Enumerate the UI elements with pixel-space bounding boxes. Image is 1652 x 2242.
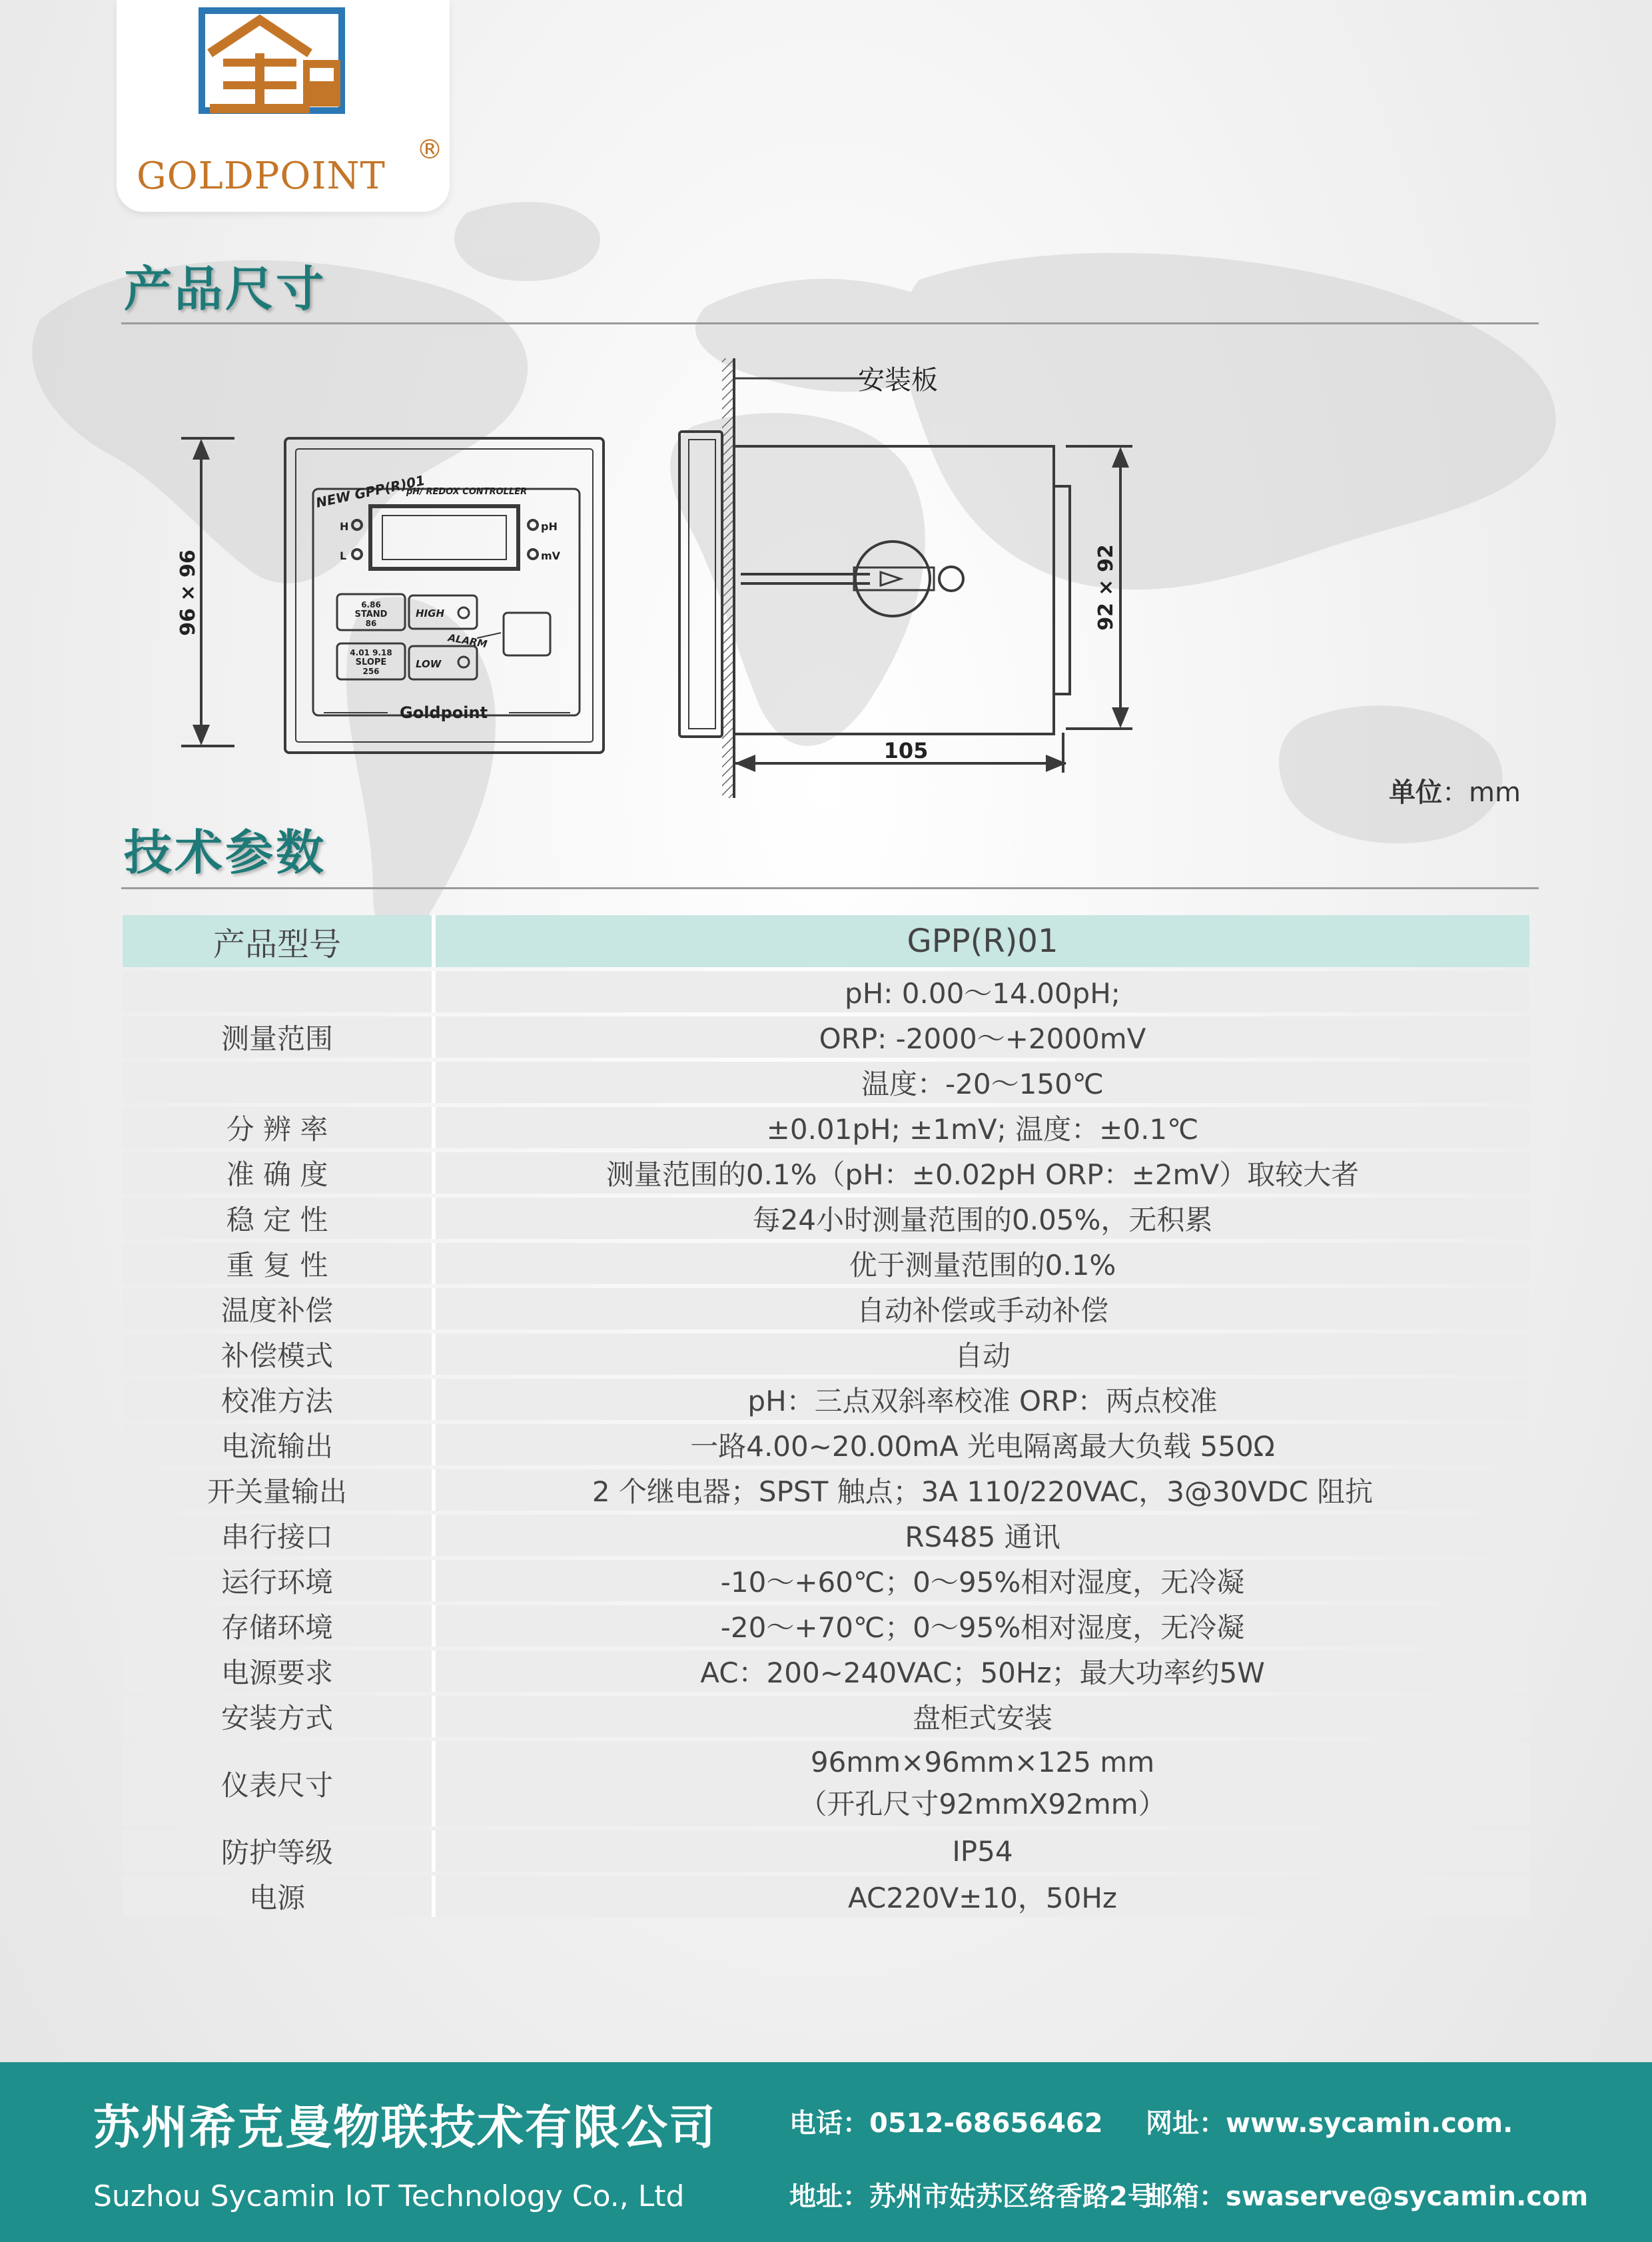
led-l-label: L [340,550,347,562]
company-name-cn: 苏州希克曼物联技术有限公司 [93,2100,717,2155]
unit-label: 单位 [1389,777,1442,808]
unit-value: ：mm [1442,777,1521,808]
row-value: 自动补偿或手动补偿 [432,1288,1529,1329]
row-label: 稳 定 性 [123,1198,432,1239]
table-row [123,1152,1529,1194]
row-label: 防护等级 [123,1830,432,1872]
low-button-label: LOW [416,658,442,670]
unit-note [1389,771,1521,809]
row-label: 电流输出 [123,1424,432,1465]
email-link[interactable]: 邮箱：swaserve@sycamin.com [1146,2181,1589,2212]
row-value: -20～+70℃；0～95%相对湿度，无冷凝 [432,1605,1529,1647]
table-row [123,1515,1529,1556]
dimension-drawing [0,346,1652,826]
header-value: GPP(R)01 [432,915,1529,967]
device-subtitle: pH/ REDOX CONTROLLER [406,487,528,497]
logo-text: GOLDPOINT [137,155,386,198]
table-row [123,1424,1529,1465]
row-value [432,1741,1529,1826]
row-value: 温度：-20～150℃ [432,1062,1529,1103]
row-value: pH：三点双斜率校准 ORP：两点校准 [432,1379,1529,1420]
row-value: 自动 [432,1333,1529,1375]
table-row [123,1243,1529,1284]
section-divider [121,887,1539,889]
stand-button-line1: 6.86 [361,600,381,609]
row-value: ORP: -2000～+2000mV [432,1016,1529,1058]
led-ph-label: pH [541,520,558,533]
row-label: 校准方法 [123,1379,432,1420]
row-label: 测量范围 [123,1016,432,1058]
row-value: AC：200~240VAC；50Hz；最大功率约5W [432,1651,1529,1692]
row-value: pH: 0.00～14.00pH; [432,971,1529,1012]
row-label: 开关量输出 [123,1469,432,1511]
registered-mark: ® [416,135,443,165]
row-label: 电源 [123,1876,432,1917]
website-link[interactable]: 网址：www.sycamin.com. [1146,2108,1513,2139]
row-value: AC220V±10，50Hz [432,1876,1529,1917]
stand-button-line3: 86 [365,619,377,628]
row-value-line: 96mm×96mm×125 mm [810,1745,1155,1778]
table-row [123,1830,1529,1872]
section-title-dimensions: 产品尺寸 [124,261,327,317]
table-row [123,1107,1529,1148]
table-row [123,1876,1529,1917]
table-row [123,1469,1529,1511]
row-label: 重 复 性 [123,1243,432,1284]
row-value: 测量范围的0.1%（pH：±0.02pH ORP：±2mV）取较大者 [432,1152,1529,1194]
row-label: 安装方式 [123,1696,432,1737]
device-model-text: NEW GPP(R)01 [314,472,427,511]
front-dimension-label: 96 × 96 [177,550,200,636]
table-row [123,1696,1529,1737]
row-label: 电源要求 [123,1651,432,1692]
depth-dimension-label: 105 [883,738,929,763]
table-header-row [123,915,1529,967]
stand-button-line2: STAND [354,609,388,619]
table-row [123,1560,1529,1601]
row-value: 盘柜式安装 [432,1696,1529,1737]
row-label: 串行接口 [123,1515,432,1556]
table-row [123,1651,1529,1692]
row-label [123,971,432,1012]
row-value: 一路4.00~20.00mA 光电隔离最大负载 550Ω [432,1424,1529,1465]
section-title-params: 技术参数 [124,825,327,881]
row-value: IP54 [432,1830,1529,1872]
led-h-label: H [340,520,349,533]
table-row [123,1605,1529,1647]
alarm-label: ALARM [447,631,488,651]
row-label [123,1062,432,1103]
row-label: 存储环境 [123,1605,432,1647]
row-value: ±0.01pH; ±1mV; 温度：±0.1℃ [432,1107,1529,1148]
row-label: 温度补偿 [123,1288,432,1329]
logo-card [117,0,450,212]
led-mv-label: mV [541,550,561,562]
slope-button-line2: SLOPE [355,657,387,667]
row-label: 仪表尺寸 [123,1741,432,1826]
company-name-en: Suzhou Sycamin IoT Technology Co., Ltd [93,2179,685,2213]
device-brand-label: Goldpoint [400,703,488,722]
footer [0,2062,1652,2242]
table-row [123,971,1529,1012]
table-row [123,1198,1529,1239]
header-label: 产品型号 [123,915,432,967]
spec-table [123,911,1529,1921]
phone-text: 电话：0512-68656462 [789,2108,1103,2139]
high-button-label: HIGH [416,607,445,619]
mounting-panel-label: 安装板 [858,365,938,396]
table-row [123,1288,1529,1329]
goldpoint-logo-icon [197,7,350,120]
row-value: RS485 通讯 [432,1515,1529,1556]
row-label: 运行环境 [123,1560,432,1601]
slope-button-line3: 256 [362,667,380,676]
table-row [123,1741,1529,1826]
table-row [123,1333,1529,1375]
slope-button-line1: 4.01 9.18 [350,648,392,657]
row-label: 补偿模式 [123,1333,432,1375]
section-divider [121,322,1539,324]
side-view [679,358,1132,798]
row-label: 分 辨 率 [123,1107,432,1148]
row-value: 每24小时测量范围的0.05%，无积累 [432,1198,1529,1239]
row-label: 准 确 度 [123,1152,432,1194]
row-value: 2 个继电器；SPST 触点；3A 110/220VAC，3@30VDC 阻抗 [432,1469,1529,1511]
table-row [123,1379,1529,1420]
row-value: 优于测量范围的0.1% [432,1243,1529,1284]
address-text: 地址：苏州市姑苏区络香路2号 [789,2181,1154,2212]
table-row [123,1016,1529,1058]
table-row [123,1062,1529,1103]
row-value: -10～+60℃；0～95%相对湿度，无冷凝 [432,1560,1529,1601]
side-dimension-label: 92 × 92 [1094,544,1118,631]
row-value-line: （开孔尺寸92mmX92mm） [799,1787,1166,1820]
